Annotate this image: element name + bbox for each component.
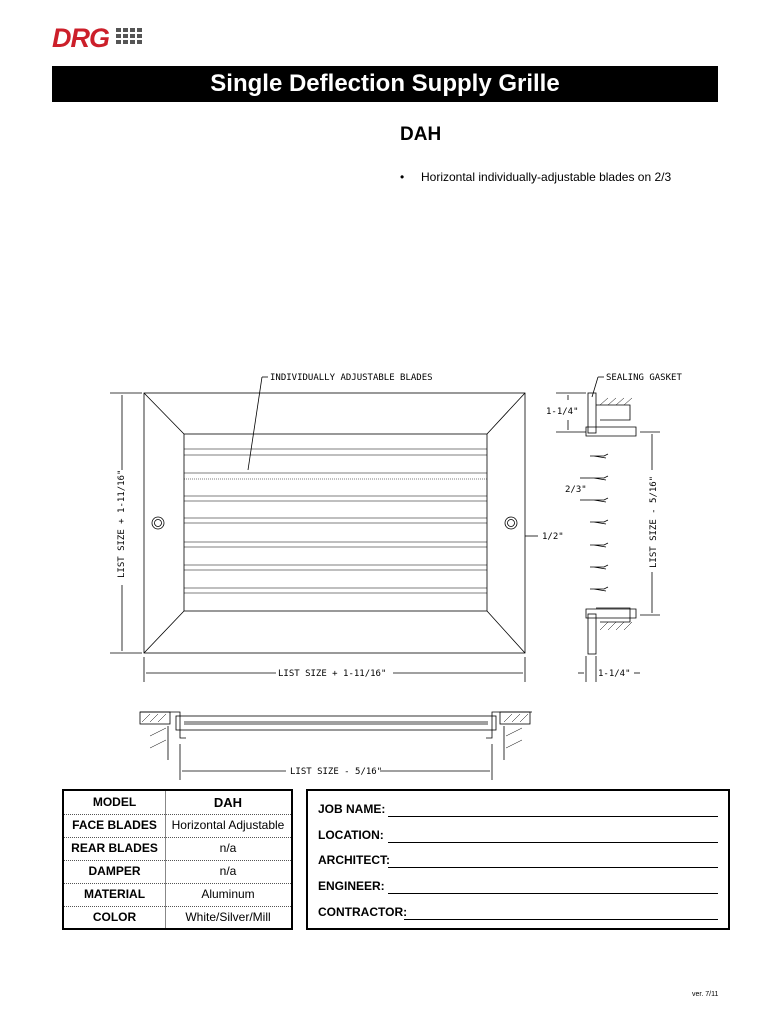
label-adjustable-blades: INDIVIDUALLY ADJUSTABLE BLADES — [270, 373, 433, 383]
title-bar — [52, 66, 718, 102]
screw-hole-left — [152, 517, 164, 529]
spec-value: White/Silver/Mill — [185, 910, 271, 924]
spec-row-face-blades — [64, 814, 291, 837]
location-row — [318, 827, 718, 845]
spec-row-color — [64, 906, 291, 929]
dim-blade-spacing: 2/3" — [565, 485, 587, 495]
job-name-label: JOB NAME: — [318, 802, 386, 816]
spec-row-damper — [64, 860, 291, 883]
job-name-row — [318, 801, 718, 819]
architect-row — [318, 852, 718, 870]
screw-hole-right-inner — [508, 520, 515, 527]
location-label: LOCATION: — [318, 828, 384, 842]
dim-width: LIST SIZE + 1-11/16" — [278, 669, 387, 679]
spec-row-material — [64, 883, 291, 906]
dim-bottom: LIST SIZE - 5/16" — [290, 767, 383, 777]
contractor-label: CONTRACTOR: — [318, 905, 408, 919]
model-heading: DAH — [400, 124, 442, 145]
contractor-row — [318, 904, 718, 922]
dim-side: LIST SIZE - 5/16" — [649, 475, 659, 568]
spec-header-label: MODEL — [92, 795, 137, 809]
spec-label: MATERIAL — [83, 887, 146, 901]
spec-table — [62, 789, 293, 930]
section-view-frame — [176, 716, 496, 730]
logo-grid-icon — [116, 28, 148, 48]
drg-logo — [52, 24, 152, 52]
screw-hole-left-inner — [155, 520, 162, 527]
version-text: ver. 7/11 — [692, 991, 719, 998]
feature-item — [400, 170, 671, 184]
engineer-label: ENGINEER: — [318, 879, 385, 893]
contractor-field[interactable] — [404, 919, 718, 920]
spec-value: n/a — [219, 864, 237, 878]
spec-label: DAMPER — [88, 864, 141, 878]
screw-hole-right — [505, 517, 517, 529]
logo-text: DRG — [52, 23, 109, 53]
spec-value: n/a — [219, 841, 237, 855]
dim-height: LIST SIZE + 1-11/16" — [117, 469, 127, 578]
dim-flange-bottom: 1-1/4" — [598, 669, 631, 679]
page-title: Single Deflection Supply Grille — [210, 70, 560, 97]
label-sealing-gasket: SEALING GASKET — [606, 373, 682, 383]
spec-label: FACE BLADES — [72, 818, 157, 832]
architect-field[interactable] — [388, 867, 718, 868]
engineer-field[interactable] — [388, 893, 718, 894]
blade-lines — [184, 449, 487, 593]
spec-value: Aluminum — [201, 887, 255, 901]
dim-flange-top: 1-1/4" — [546, 407, 579, 417]
bullet-icon: • — [400, 170, 405, 184]
location-field[interactable] — [388, 842, 718, 843]
spec-label: COLOR — [92, 910, 137, 924]
dim-half: 1/2" — [542, 532, 564, 542]
engineer-row — [318, 878, 718, 896]
architect-label: ARCHITECT: — [318, 853, 390, 867]
spec-row-rear-blades — [64, 837, 291, 860]
grille-inner-frame — [184, 434, 487, 611]
spec-label: REAR BLADES — [71, 841, 158, 855]
job-info-box — [306, 789, 730, 930]
job-name-field[interactable] — [388, 816, 718, 817]
spec-header-row — [64, 791, 291, 814]
profile-blades — [590, 454, 608, 591]
spec-value: Horizontal Adjustable — [171, 818, 285, 832]
feature-text: Horizontal individually-adjustable blades on 2/3 — [421, 170, 672, 184]
grille-drawing — [0, 360, 770, 780]
spec-header-value: DAH — [213, 795, 243, 810]
